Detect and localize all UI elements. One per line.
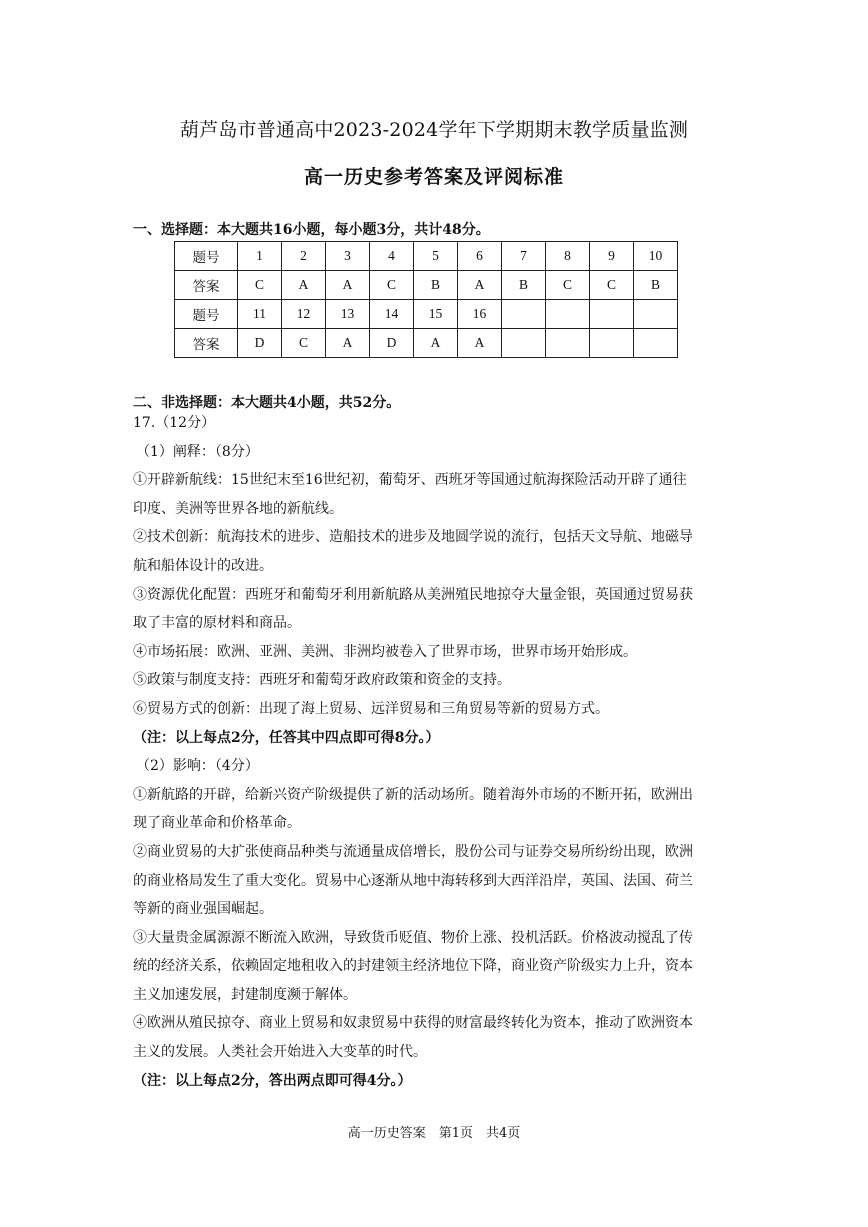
- document-subtitle: 高一历史参考答案及评阅标准: [303, 166, 564, 188]
- table-row: [175, 242, 678, 271]
- table-row: [175, 300, 678, 329]
- question-number: 8: [546, 242, 590, 271]
- answer-letter: A: [326, 329, 370, 358]
- section2-heading: 二、非选择题：本大题共4小题，共52分。: [133, 395, 401, 411]
- question-number: 14: [370, 300, 414, 329]
- part2-heading: （2）影响：（4分）: [136, 758, 259, 775]
- answer-line: ②技术创新：航海技术的进步、造船技术的进步及地圆学说的流行，包括天文导航、地磁导: [133, 529, 693, 546]
- empty-cell: [634, 300, 678, 329]
- answer-letter: B: [634, 271, 678, 300]
- answer-letter: C: [590, 271, 634, 300]
- table-row: [175, 329, 678, 358]
- answer-line: ④欧洲从殖民掠夺、商业上贸易和奴隶贸易中获得的财富最终转化为资本，推动了欧洲资本: [133, 1015, 693, 1032]
- question-number: 15: [414, 300, 458, 329]
- question-number: 7: [502, 242, 546, 271]
- question-17-label: 17.（12分）: [133, 415, 216, 431]
- empty-cell: [546, 300, 590, 329]
- empty-cell: [634, 329, 678, 358]
- empty-cell: [590, 329, 634, 358]
- answer-letter: B: [414, 271, 458, 300]
- section1-heading: 一、选择题：本大题共16小题，每小题3分，共计48分。: [133, 222, 490, 238]
- page-footer: 高一历史答案 第1页 共4页: [347, 1126, 521, 1141]
- answer-line: 印度、美洲等世界各地的新航线。: [133, 500, 343, 517]
- scoring-note: （注：以上每点2分，答出两点即可得4分。）: [133, 1072, 412, 1089]
- answer-letter: A: [458, 329, 502, 358]
- row-label: 答案: [175, 329, 238, 358]
- question-number: 11: [238, 300, 282, 329]
- answer-line: 统的经济关系，依赖固定地租收入的封建领主经济地位下降，商业资产阶级实力上升，资本: [133, 958, 693, 975]
- document-title: 葫芦岛市普通高中2023-2024学年下学期期末教学质量监测: [179, 119, 689, 141]
- empty-cell: [590, 300, 634, 329]
- part1-heading: （1）阐释：（8分）: [136, 443, 259, 460]
- answer-letter: A: [414, 329, 458, 358]
- answer-line: 主义加速发展，封建制度濒于解体。: [133, 986, 357, 1003]
- question-number: 4: [370, 242, 414, 271]
- answer-line: 现了商业革命和价格革命。: [133, 815, 301, 832]
- answer-line: ③资源优化配置：西班牙和葡萄牙利用新航路从美洲殖民地掠夺大量金银，英国通过贸易获: [133, 586, 693, 603]
- answer-letter: C: [370, 271, 414, 300]
- row-label: 题号: [175, 300, 238, 329]
- table-row: [175, 271, 678, 300]
- row-label: 题号: [175, 242, 238, 271]
- answer-line: ①开辟新航线：15世纪末至16世纪初，葡萄牙、西班牙等国通过航海探险活动开辟了通往: [133, 472, 687, 489]
- answer-letter: C: [282, 329, 326, 358]
- answer-line: ⑤政策与制度支持：西班牙和葡萄牙政府政策和资金的支持。: [133, 672, 511, 689]
- empty-cell: [502, 300, 546, 329]
- answer-line: ⑥贸易方式的创新：出现了海上贸易、远洋贸易和三角贸易等新的贸易方式。: [133, 700, 609, 717]
- answer-line: 航和船体设计的改进。: [133, 557, 273, 574]
- answer-line: 等新的商业强国崛起。: [133, 901, 273, 918]
- answer-line: 取了丰富的原材料和商品。: [133, 615, 301, 632]
- answer-table: [174, 241, 678, 358]
- answer-letter: C: [238, 271, 282, 300]
- answer-line: 的商业格局发生了重大变化。贸易中心逐渐从地中海转移到大西洋沿岸，英国、法国、荷兰: [133, 872, 693, 889]
- question-number: 5: [414, 242, 458, 271]
- answer-line: ①新航路的开辟，给新兴资产阶级提供了新的活动场所。随着海外市场的不断开拓，欧洲出: [133, 786, 693, 803]
- question-number: 13: [326, 300, 370, 329]
- answer-letter: D: [238, 329, 282, 358]
- answer-line: 主义的发展。人类社会开始进入大变革的时代。: [133, 1044, 427, 1061]
- question-number: 16: [458, 300, 502, 329]
- answer-letter: B: [502, 271, 546, 300]
- answer-letter: D: [370, 329, 414, 358]
- section2-body: [133, 409, 743, 1095]
- question-number: 2: [282, 242, 326, 271]
- answer-letter: A: [326, 271, 370, 300]
- empty-cell: [546, 329, 590, 358]
- answer-letter: A: [458, 271, 502, 300]
- question-number: 3: [326, 242, 370, 271]
- answer-letter: A: [282, 271, 326, 300]
- question-number: 10: [634, 242, 678, 271]
- answer-line: ②商业贸易的大扩张使商品种类与流通量成倍增长，股份公司与证券交易所纷纷出现，欧洲: [133, 843, 693, 860]
- question-number: 6: [458, 242, 502, 271]
- question-number: 12: [282, 300, 326, 329]
- row-label: 答案: [175, 271, 238, 300]
- scoring-note: （注：以上每点2分，任答其中四点即可得8分。）: [133, 729, 440, 746]
- answer-line: ③大量贵金属源源不断流入欧洲，导致货币贬值、物价上涨、投机活跃。价格波动搅乱了传: [133, 929, 693, 946]
- question-number: 9: [590, 242, 634, 271]
- answer-line: ④市场拓展：欧洲、亚洲、美洲、非洲均被卷入了世界市场，世界市场开始形成。: [133, 643, 637, 660]
- answer-letter: C: [546, 271, 590, 300]
- empty-cell: [502, 329, 546, 358]
- question-number: 1: [238, 242, 282, 271]
